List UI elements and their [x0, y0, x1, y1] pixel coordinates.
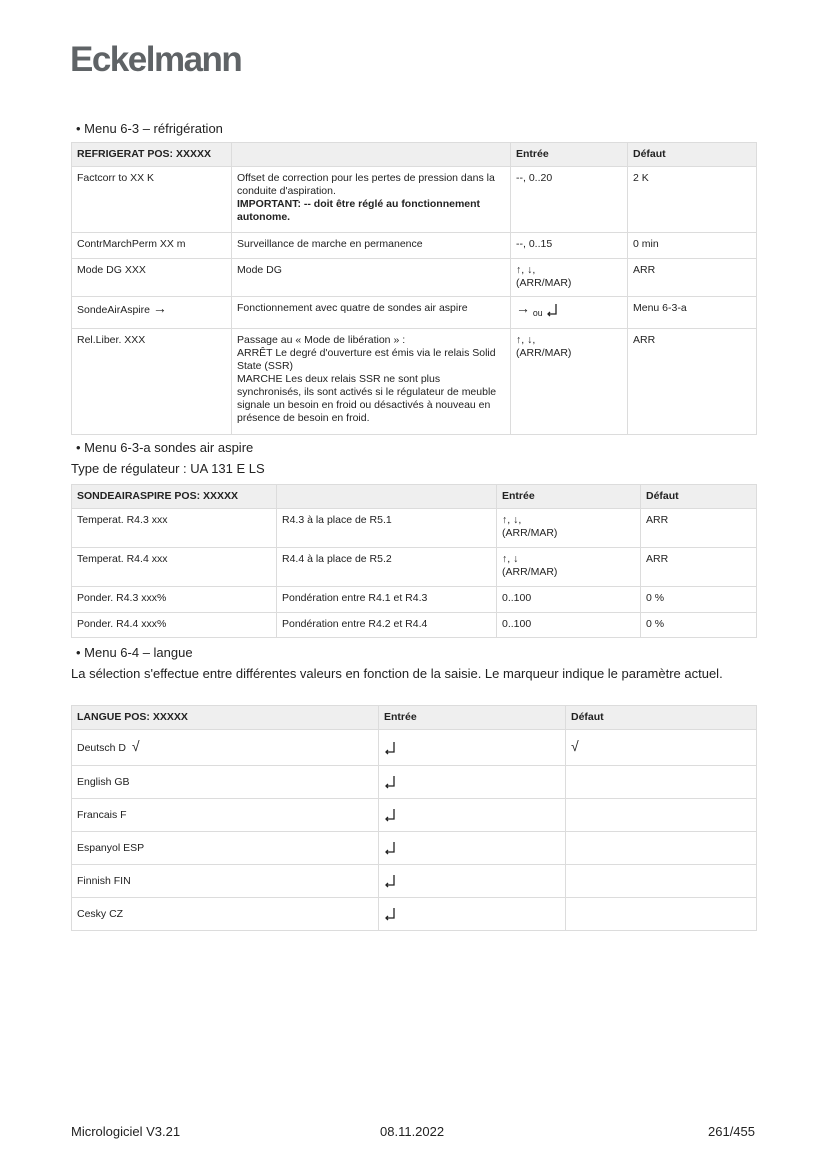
section-heading: • Menu 6-3-a sondes air aspire: [76, 440, 254, 455]
table-row: [72, 259, 757, 297]
table-row: [72, 898, 757, 931]
table-row: [72, 167, 757, 233]
entry-cell: [511, 297, 628, 329]
param-cell: Rel.Liber. XXX: [72, 329, 232, 435]
current-marker-icon: √: [131, 738, 140, 754]
default-cell: ARR: [641, 548, 757, 587]
entry-arrows: ↑, ↓,: [516, 334, 536, 346]
entry-arrows: ↑, ↓,: [502, 514, 522, 526]
desc-text: Offset de correction pour les pertes de pression dans la conduite d'aspiration.: [237, 172, 495, 197]
header-cell: Entrée: [379, 706, 566, 730]
enter-return-icon: [384, 775, 396, 789]
footer-page-number: 261/455: [708, 1124, 755, 1139]
desc-line: ARRÊT Le degré d'ouverture est émis via le relais Solid State (SSR): [237, 347, 496, 372]
table-row: [72, 548, 757, 587]
default-cell: 0 %: [641, 587, 757, 613]
language-name: Deutsch D: [77, 742, 127, 754]
default-cell: ARR: [628, 259, 757, 297]
langue-table: [71, 705, 757, 931]
param-cell: Factcorr to XX K: [72, 167, 232, 233]
default-marker-icon: √: [571, 738, 579, 754]
language-name: Espanyol ESP: [77, 841, 145, 854]
entry-cell: [511, 329, 628, 435]
entry-cell: 0..100: [497, 613, 641, 638]
sondeairaspire-table: [71, 484, 757, 638]
selection-intro: La sélection s'effectue entre différentes valeurs en fonction de la saisie. Le marqueur indique le paramètre actuel.: [71, 666, 723, 681]
desc-cell: Pondération entre R4.1 et R4.3: [277, 587, 497, 613]
header-cell: [277, 485, 497, 509]
param-cell: Ponder. R4.3 xxx%: [72, 587, 277, 613]
section-heading: • Menu 6-3 – réfrigération: [76, 121, 223, 136]
language-name: English GB: [77, 775, 130, 788]
desc-cell: [232, 329, 511, 435]
regulator-type: Type de régulateur : UA 131 E LS: [71, 461, 265, 476]
entry-cell: [497, 509, 641, 548]
eckelmann-logo: Eckelmann: [70, 40, 242, 79]
table-header: [72, 706, 757, 730]
footer-date: 08.11.2022: [380, 1124, 445, 1139]
param-cell: [72, 297, 232, 329]
default-cell: [566, 766, 757, 799]
table-row: [72, 730, 757, 766]
language-cell: [72, 730, 379, 766]
header-cell: Défaut: [566, 706, 757, 730]
important-note: IMPORTANT: -- doit être réglé au fonctionnement autonome.: [237, 198, 481, 223]
desc-cell: R4.3 à la place de R5.1: [277, 509, 497, 548]
language-cell: [72, 898, 379, 931]
table-row: [72, 799, 757, 832]
header-cell: Entrée: [511, 143, 628, 167]
entry-cell: --, 0..20: [511, 167, 628, 233]
param-cell: Ponder. R4.4 xxx%: [72, 613, 277, 638]
default-cell: 0 %: [641, 613, 757, 638]
enter-return-icon: [384, 741, 396, 755]
param-cell: Temperat. R4.3 xxx: [72, 509, 277, 548]
entry-cell: [379, 799, 566, 832]
table-row: [72, 509, 757, 548]
default-cell: [566, 832, 757, 865]
header-cell: [232, 143, 511, 167]
table-row: [72, 329, 757, 435]
or-text: ou: [532, 308, 543, 319]
language-cell: [72, 865, 379, 898]
desc-cell: Surveillance de marche en permanence: [232, 233, 511, 259]
param-cell: Mode DG XXX: [72, 259, 232, 297]
desc-cell: R4.4 à la place de R5.2: [277, 548, 497, 587]
table-row: [72, 297, 757, 329]
enter-return-icon: [384, 907, 396, 921]
table-row: [72, 766, 757, 799]
param-cell: ContrMarchPerm XX m: [72, 233, 232, 259]
entry-cell: [379, 898, 566, 931]
table-header: [72, 143, 757, 167]
table-row: [72, 832, 757, 865]
default-cell: ARR: [641, 509, 757, 548]
table-row: [72, 613, 757, 638]
desc-cell: Mode DG: [232, 259, 511, 297]
param-text: SondeAirAspire: [77, 304, 150, 316]
desc-cell: Fonctionnement avec quatre de sondes air aspire: [232, 297, 511, 329]
enter-return-icon: [384, 874, 396, 888]
arrow-right-icon: →: [516, 300, 530, 316]
language-cell: [72, 832, 379, 865]
table-header: [72, 485, 757, 509]
enter-return-icon: [546, 303, 558, 317]
table-row: [72, 587, 757, 613]
header-cell: Entrée: [497, 485, 641, 509]
entry-cell: [379, 766, 566, 799]
entry-cell: 0..100: [497, 587, 641, 613]
default-cell: 0 min: [628, 233, 757, 259]
default-cell: [566, 865, 757, 898]
entry-cell: [379, 832, 566, 865]
header-cell: SONDEAIRASPIRE POS: XXXXX: [72, 485, 277, 509]
entry-arrows: ↑, ↓: [502, 553, 519, 565]
entry-values: (ARR/MAR): [516, 277, 572, 289]
desc-cell: [232, 167, 511, 233]
language-cell: [72, 766, 379, 799]
param-cell: Temperat. R4.4 xxx: [72, 548, 277, 587]
arrow-right-icon: →: [152, 300, 167, 316]
desc-line: MARCHE Les deux relais SSR ne sont plus synchronisés, ils sont activés si le régulateur de meuble signale un besoin en froid ou désactivés à nouveau en présence de besoin en froid.: [237, 373, 497, 424]
entry-values: (ARR/MAR): [502, 527, 558, 539]
refrigerat-table: [71, 142, 757, 435]
footer-firmware: Micrologiciel V3.21: [71, 1124, 181, 1139]
table-row: [72, 865, 757, 898]
header-cell: Défaut: [628, 143, 757, 167]
default-cell: [566, 730, 757, 766]
entry-arrows: ↑, ↓,: [516, 264, 536, 276]
enter-return-icon: [384, 841, 396, 855]
enter-return-icon: [384, 808, 396, 822]
default-cell: ARR: [628, 329, 757, 435]
language-cell: [72, 799, 379, 832]
default-cell: Menu 6-3-a: [628, 297, 757, 329]
header-cell: REFRIGERAT POS: XXXXX: [72, 143, 232, 167]
desc-line: Passage au « Mode de libération » :: [237, 334, 406, 346]
entry-cell: --, 0..15: [511, 233, 628, 259]
entry-values: (ARR/MAR): [516, 347, 572, 359]
entry-cell: [379, 865, 566, 898]
default-cell: 2 K: [628, 167, 757, 233]
language-name: Francais F: [77, 808, 127, 821]
table-row: [72, 233, 757, 259]
header-cell: Défaut: [641, 485, 757, 509]
section-heading: • Menu 6-4 – langue: [76, 645, 193, 660]
desc-cell: Pondération entre R4.2 et R4.4: [277, 613, 497, 638]
default-cell: [566, 898, 757, 931]
language-name: Finnish FIN: [77, 874, 131, 887]
entry-cell: [379, 730, 566, 766]
header-cell: LANGUE POS: XXXXX: [72, 706, 379, 730]
default-cell: [566, 799, 757, 832]
entry-cell: [497, 548, 641, 587]
language-name: Cesky CZ: [77, 907, 124, 920]
entry-values: (ARR/MAR): [502, 566, 558, 578]
entry-cell: [511, 259, 628, 297]
